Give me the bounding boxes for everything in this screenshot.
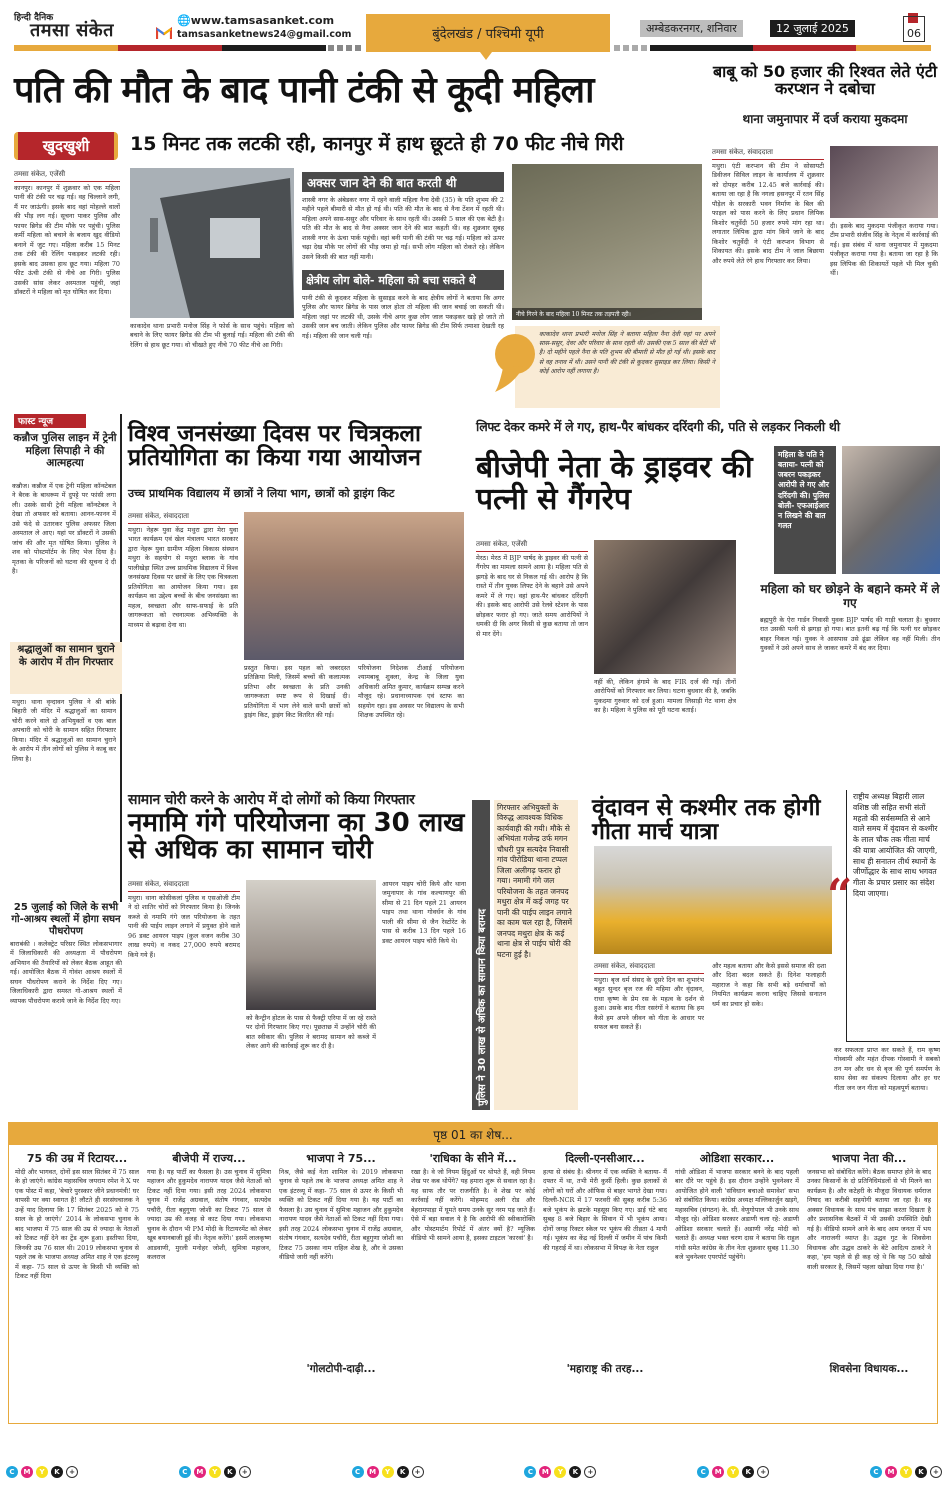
bjp-body: मेरठ। मेरठ में BJP पार्षद के ड्राइवर की पत्नी से गैंगरेप का मामला सामने आया है। महिला पति से झगड़े के बाद घर से निकल गई थी। आरोप है कि रास्ते में तीन युवक लिफ्ट देने के बहाने उसे अपने कमरे में ले गए। वहां हाथ-पैर बांधकर दरिंदगी की। इसके बाद आरोपी उसे रेलवे स्टेशन के पास छोड़कर फरार हो गए। जाते समय आरोपियों ने धमकी दी कि अगर किसी से कुछ बताया तो जान से मार देंगे। xyxy=(476,554,588,638)
continued-column xyxy=(411,1149,535,1415)
bjp-body-2: नहीं की, लेकिन हंगामे के बाद FIR दर्ज की गई। तीनों आरोपियों को गिरफ्तार कर लिया। घटना बुधवार की है, जबकि मुकदमा गुरुवार को दर्ज हुआ। मामला लिसाड़ी गेट थाना क्षेत्र का है। महिला ने पुलिस को पूरी घटना बताई। xyxy=(594,678,736,715)
gmail-icon xyxy=(156,27,172,39)
bjp-kicker: लिफ्ट देकर कमरे में ले गए, हाथ-पैर बांधकर दरिंदगी की, पति से लड़कर निकली थी xyxy=(476,419,840,434)
art-body-2: प्रस्तुत किया। इस पहल को जबरदस्त प्रतिक्रिया मिली, जिसमें बच्चों की कलात्मक प्रतिभा और स्वच्छता के प्रति उनकी जागरूकता स्पष्ट रूप से दिखाई दी। प्रतियोगिता में भाग लेने वाले सभी छात्रों को ड्राइंग किट, ड्राइंग किट वितरित की गई। xyxy=(244,664,350,720)
bribe-headline: बाबू को 50 हजार की रिश्वत लेते एंटी करप्शन ने दबोचा xyxy=(712,62,938,98)
art-photo xyxy=(244,512,464,660)
cmyk-dot-k: K xyxy=(397,1466,409,1478)
photo-caption: नीचे गिरने के बाद महिला 10 मिनट तक तड़पती रही। xyxy=(512,308,702,320)
bjp-sub-body: ब्रह्मपुरी के ऐरा गार्डन निवासी युवक BJP पार्षद की गाड़ी चलाता है। बुधवार रात उसकी पत्नी से झगड़ा हो गया। बात इतनी बढ़ गई कि पत्नी घर छोड़कर बाहर निकल गई। युवक ने आसपास उसे ढूंढा लेकिन वह नहीं मिली। तीन युवकों ने उसे अपने साथ ले जाकर कमरे में बंद कर दिया। xyxy=(760,616,940,653)
cmyk-mark-group xyxy=(524,1466,596,1478)
gita-byline: तमसा संकेत, संवाददाता xyxy=(594,962,704,974)
lead-photo-body: काकादेव थाना प्रभारी मनोज सिंह ने फोर्स के साथ पहुंचे। महिला को बचाने के लिए फायर ब्रिगेड की टीम भी बुलाई गई। महिला की टंकी की रेलिंग से हाथ छूट गया। वो चीखते हुए नीचे 70 फीट नीचे आ गिरी। xyxy=(130,322,294,349)
cmyk-dot-c: C xyxy=(179,1466,191,1478)
box1-title: अक्सर जान देने की बात करती थी xyxy=(302,172,504,192)
continued-column xyxy=(279,1149,403,1415)
cmyk-dot-m: M xyxy=(367,1466,379,1478)
cmyk-dot-k: K xyxy=(915,1466,927,1478)
lead-byline: तमसा संकेत, एजेंसी xyxy=(14,170,120,182)
continued-column-subtitle: 'महाराष्ट्र की तरह... xyxy=(566,1363,644,1375)
fast-news-body-3: बाराबंकी । कलेक्ट्रेट परिसर स्थित लोकसभागार में जिलाधिकारी की अध्यक्षता में पौधरोपण अभियान की तैयारियों को लेकर बैठक आहूत की गई। आयोजित बैठक में गोवंश आश्रय स्थलों में सघन पौधरोपण कराने के निर्देश दिए गए। जिलाधिकारी द्वारा समस्त गो-आश्रय स्थलों में व्यापक पौधरोपण कराये जाने के निर्देश दिए गए। xyxy=(10,940,122,1005)
cmyk-mark-group xyxy=(179,1466,251,1478)
continued-column-title: दिल्ली-एनसीआर... xyxy=(565,1152,645,1165)
crosshair-icon: + xyxy=(757,1466,769,1478)
registration-marks xyxy=(6,1466,942,1478)
tank-photo xyxy=(130,168,294,318)
continued-column-title: बीजेपी में राज्य... xyxy=(172,1152,246,1165)
crosshair-icon: + xyxy=(239,1466,251,1478)
theft-headline: नमामि गंगे परियोजना का 30 लाख से अधिक का सामान चोरी xyxy=(128,808,465,866)
cmyk-dot-m: M xyxy=(712,1466,724,1478)
theft-byline: तमसा संकेत, संवाददाता xyxy=(128,880,240,892)
gita-photo xyxy=(594,846,832,954)
continued-column-body: गांधी ओडिशा में भाजपा सरकार बनने के बाद पहली बार दौरे पर पहुंचे हैं। इस दौरान उन्होंने भुवनेश्वर में आयोजित होने वाली 'संविधान बचाओ समावेश' सभा को संबोधित किया। कांग्रेस अध्यक्ष मल्लिकार्जुन खड़गे, महासचिव (संगठन) के. सी. वेणुगोपाल भी उनके साथ मौजूद रहे। ओडिशा सरकार अडाणी चला रहे: अडाणी ओडिशा सरकार चलाते हैं। अडाणी नरेंद्र मोदी को चलाते हैं। अध्यक्ष भक्त चरण दास ने बताया कि राहुल गांधी समेत कांग्रेस के तीन नेता शुक्रवार सुबह 11.30 बजे भुवनेश्वर एयरपोर्ट पहुंचेंगे। xyxy=(675,1168,799,1262)
quote-text: काकादेव थाना प्रभारी मनोज सिंह ने बताया महिला नैना देवी यहां पर अपने सास-ससुर, देवर और परिवार के साथ रहती थी। उसकी एक 5 साल की बेटी भी है। दो महीने पहले नैना के पति शुभम की बीमारी से मौत हो गई थी। इसके बाद से वह तनाव में थी। उसने पानी की टंकी से कूदकर सुसाइड कर लिया। किसी ने कोई आरोप नहीं लगाया है। xyxy=(539,331,715,375)
cmyk-mark-group xyxy=(697,1466,769,1478)
continued-column-body: गया है। यह पार्टी का फैसला है। उस चुनाव में सुमित्रा महाजन और हुकुमदेव नारायण यादव जैसे नेताओं को टिकट नहीं दिया गया। इसी तरह 2024 लोकसभा चुनाव में राजेंद्र अग्रवाल, संतोष गंगवार, सत्यदेव पचौरी, रीता बहुगुणा जोशी का टिकट 75 साल से ज्यादा उम्र की वजह से काट दिया गया। लोकसभा चुनाव के दौरान भी PM मोदी के रिटायरमेंट को लेकर खूब बयानबाजी हुई थी। नेतृत्व करेंगे।' इसमें लालकृष्ण आडवाणी, मुरली मनोहर जोशी, सुमित्रा महाजन, कलराज xyxy=(147,1168,271,1262)
art-headline: विश्व जनसंख्या दिवस पर चित्रकला प्रतियोगिता का किया गया आयोजन xyxy=(128,421,421,472)
continued-column-body: हत्या से संबंध है। श्रीनगर में एक व्यक्ति ने बताया- मैं दफ्तर में था, तभी मेरी कुर्सी हिली। कुछ इलाकों से लोगों को घरों और ऑफिस से बाहर भागते देखा गया। दिल्ली-NCR में 17 फरवरी की सुबह करीब 5:36 बजे भूकंप के झटके महसूस किए गए। ढाई घंटे बाद सुबह 8 बजे बिहार के सिवान में भी भूकंप आया। दोनों जगह रिक्टर स्केल पर भूकंप की तीव्रता 4 मापी गई। भूकंप का केंद्र नई दिल्ली में जमीन में पांच किमी की गहराई में था। लोकसभा में विपक्ष के नेता राहुल xyxy=(543,1168,667,1252)
vertical-tag: पुलिस ने 30 लाख से अधिक का सामान किया बरामद xyxy=(477,908,488,1106)
bjp-byline: तमसा संकेत, एजेंसी xyxy=(476,540,588,552)
bjp-photo-center xyxy=(594,540,736,674)
crosshair-icon: + xyxy=(412,1466,424,1478)
region-pointer xyxy=(480,52,492,60)
section-tag: खुदखुशी xyxy=(14,132,118,160)
continued-column xyxy=(147,1149,271,1415)
gita-quote-box xyxy=(827,790,940,1042)
lead-headline: पति की मौत के बाद पानी टंकी से कूदी महिला xyxy=(14,70,594,111)
continued-column xyxy=(675,1149,799,1415)
quote-box xyxy=(515,326,720,408)
cmyk-dot-m: M xyxy=(194,1466,206,1478)
fast-news-title-2: श्रद्धालुओं का सामान चुराने के आरोप में तीन गिरफ्तार xyxy=(17,644,115,668)
gita-body-2: और महत्व बताया और कैसे इससे समाज की दशा और दिशा बदल सकते हैं। दिनेश फलाहारी महाराज ने कहा कि सभी बड़े धर्माचार्यों को नियमित कार्यक्रम करना चाहिए जिससे सनातन धर्म का प्रचार हो सके। xyxy=(712,962,826,1008)
art-byline: तमसा संकेत, संवाददाता xyxy=(128,512,238,524)
theft-kicker: सामान चोरी करने के आरोप में दो लोगों को किया गिरफ्तार xyxy=(128,792,415,808)
cmyk-dot-y: Y xyxy=(727,1466,739,1478)
vertical-tag-box xyxy=(472,800,490,1110)
email-link[interactable]: tamsasanketnews24@gmail.com xyxy=(177,29,352,40)
gita-headline: वृंदावन से कश्मीर तक होगी गीता मार्च यात्रा xyxy=(592,795,821,846)
continued-column-title: भाजपा नेता की... xyxy=(831,1152,907,1165)
theft-photo xyxy=(246,880,376,1010)
fast-news-title-1: कन्नौज पुलिस लाइन में ट्रेनी महिला सिपाही ने की आत्महत्या xyxy=(13,432,117,470)
brand-tagline: हिन्दी दैनिक xyxy=(14,13,54,23)
cmyk-mark-group xyxy=(870,1466,942,1478)
continued-columns xyxy=(9,1145,937,1419)
cmyk-dot-y: Y xyxy=(554,1466,566,1478)
continued-column-body: निश्र, जैसे कई नेता शामिल थे। 2019 लोकसभा चुनाव से पहले तब के भाजपा अध्यक्ष अमित शाह ने एक इंटरव्यू में कहा- 75 साल से ऊपर के किसी भी व्यक्ति को टिकट नहीं दिया गया है। यह पार्टी का फैसला है। उस चुनाव में सुमित्रा महाजन और हुकुमदेव नारायण यादव जैसे नेताओं को टिकट नहीं दिया गया। इसी तरह 2024 लोकसभा चुनाव में राजेंद्र अग्रवाल, संतोष गंगवार, सत्यदेव पचौरी, रीता बहुगुणा जोशी का टिकट 75 उसका नाम राहिल शेख है, और वे उसका वीडियो जारी नहीं करेंगे। xyxy=(279,1168,403,1262)
cmyk-dot-k: K xyxy=(569,1466,581,1478)
theft-side-box-text: गिरफ्तार अभियुक्तों के विरुद्ध आवश्यक विधिक कार्यवाही की गयी। मौके से अभियंता गजेन्द्र उर्फ मगन चौधरी पुत्र सत्यदेव निवासी गांव पीरोडिया थाना टप्पल जिला अलीगढ़ फरार हो गया। नमामी गंगे जल परियोजना के तहत जनपद मथुरा क्षेत्र में कई जगह पर पानी की पाईप लाइन लगाने का काम चल रहा है, जिसमें जनपद मथुरा क्षेत्र के कई थाना क्षेत्र से पाईप चोरी की घटना हुई है। xyxy=(497,803,573,959)
cmyk-dot-y: Y xyxy=(382,1466,394,1478)
stripe-red-right xyxy=(753,45,856,51)
masthead xyxy=(0,0,945,56)
bribe-photo xyxy=(830,146,938,218)
theft-side-box xyxy=(494,800,578,1110)
continued-section xyxy=(8,1122,938,1424)
continued-column-title: 75 की उम्र में रिटायर... xyxy=(26,1152,128,1165)
continued-column-title: 'राधिका के सीने में... xyxy=(429,1152,517,1165)
gita-body-3: कर सफलता प्राप्त कर सकते हैं, राम कृष्ण गोस्वामी और महंत दीपक गोस्वामी ने सबको तन मन और धन से बृज की पूर्ण समर्पण के साथ सेवा का संकल्प दिलाया और हर घर गीता जन जन गीता को महत्वपूर्ण बताया। xyxy=(834,1046,940,1092)
fast-news-body-2: मथुरा। थाना वृन्दावन पुलिस ने श्री बांके बिहारी जी मंदिर में श्रद्धालुओं का सामान चोरी करने वाले दो अभियुक्तों व एक बाल अपचारी को चोरी के सामान सहित गिरफ्तार किया। मंदिर में श्रद्धालुओं का सामान चुराने के आरोप में तीन लोगों को पुलिस ने काबू कर लिया है। xyxy=(12,698,116,763)
lead-subhead: 15 मिनट तक लटकी रही, कानपुर में हाथ छूटते ही 70 फीट नीचे गिरी xyxy=(130,133,624,155)
art-body-3: परियोजना निदेशक टीआई परियोजना श्यामबाबू शुक्ला, केन्द्र के जिला युवा अधिकारी अमित कुमार, कार्यक्रम सम्पन्न करने मौजूद रहे। प्रधानाध्यापक एवं स्टाफ का सहयोग रहा। इस अवसर पर विद्यालय के सभी शिक्षक उपस्थित रहे। xyxy=(358,664,464,720)
cmyk-mark-group xyxy=(6,1466,78,1478)
continued-column-body: जनसभा को संबोधित करेंगे। बैठक समाप्त होने के बाद उनका किसानों के दो प्रतिनिधिमंडलों से भी मिलने का कार्यक्रम है। और कटेहरी के मौजूदा विधायक धर्मराज निषाद का करीबी सहयोगी बताया जा रहा है। वह अक्सर विधायक के साथ मंच साझा करता दिखता है और प्रशासनिक बैठकों में भी उसकी उपस्थिति देखी गई है। वीडियो सामने आने के बाद आम जनता में भय और नाराजगी व्याप्त है। उद्धव गुट के शिवसेना विधायक और उद्धव ठाकरे के बेटे आदित्य ठाकरे ने कहा, 'हम पहले से ही कह रहे थे कि यह 50 खोखे वाली सरकार है, जिसमें पहला खोखा दिया गया है।' xyxy=(807,1168,931,1271)
gita-body: मथुरा। बृज धर्म संसद के दूसरे दिन का शुभारंभ बहुत सुन्दर बृज रज की महिमा और वृंदावन, राधा कृष्ण के प्रेम रस के महत्व के दर्शन से हुआ। उसके बाद गीता रसरंगों ने बताया कि हम कैसे हम अपने जीवन को गीता के आधार पर सफल बना सकते हैं। xyxy=(594,976,704,1032)
continued-banner: पृष्ठ 01 का शेष... xyxy=(9,1123,937,1145)
continued-column xyxy=(807,1149,931,1415)
bribe-subhead: थाना जमुनापार में दर्ज कराया मुकदमा xyxy=(742,112,908,126)
stripe-black-right xyxy=(650,45,753,51)
quote-mark-icon xyxy=(493,332,535,392)
crosshair-icon: + xyxy=(66,1466,78,1478)
continued-column xyxy=(15,1149,139,1415)
cmyk-dot-m: M xyxy=(21,1466,33,1478)
region-banner: बुंदेलखंड / पश्चिमी यूपी xyxy=(366,14,610,52)
cmyk-dot-k: K xyxy=(742,1466,754,1478)
bjp-headline: बीजेपी नेता के ड्राइवर की पत्नी से गैंगरेप xyxy=(476,450,753,517)
lead-body: कानपुर। कानपुर में शुक्रवार को एक महिला पानी की टंकी पर चढ़ गई। वह चिल्लाने लगी, मैं मर जाऊंगी। इसके बाद वहां मोहल्ले वालों की भीड़ लग गई। सूचना पाकर पुलिस और फायर ब्रिगेड की टीम मौके पर पहुंची। पुलिस कर्मी महिला को बचाने के बजाय खुद वीडियो बनाने में जुट गए। महिला करीब 15 मिनट तक टंकी की रेलिंग पकड़कर लटकी रही। इसके बाद उसका हाथ छूट गया। महिला 70 फीट ऊंची टंकी से नीचे आ गिरी। पुलिस उसकी सांस लेकर अस्पताल पहुंची, जहां डॉक्टरों ने महिला को मृत घोषित कर दिया। xyxy=(14,184,120,297)
cmyk-dot-c: C xyxy=(352,1466,364,1478)
bribe-body-2: दी। इसके बाद मुकदमा पंजीकृत कराया गया। टीम प्रभारी संजीव सिंह के नेतृत्व में कार्रवाई की गई। इस संबंध में थाना जमुनापार में मुकदमा पंजीकृत कराया गया है। बताया जा रहा है कि इस लिपिक की शिकायतें पहले भी मिल चुकी थीं। xyxy=(830,222,938,278)
theft-body-3: आयरन पाइप चोरी किये और थाना जमुनापार के गांव कल्याणपुर की सीमा से 21 दिन पहले 21 आयरन पाइप तथा थाना गोवर्धन के गांव पाली की सीमा से जैन रेस्टोरेंट के पास से करीब 13 दिन पहले 16 डक्ट आयरन पाइप चोरी किये थे। xyxy=(382,880,466,945)
crosshair-icon: + xyxy=(930,1466,942,1478)
cmyk-dot-y: Y xyxy=(36,1466,48,1478)
theft-body-2: को कैन्ट्रीन होटल के पास से फैक्ट्री एरिया में जा रहे रास्ते पर दोनों गिरफ्तार किए गए। पूछताछ में उन्होंने चोरी की बात स्वीकार की। पुलिस ने बरामद सामान को कब्जे में लेकर आगे की कार्रवाई शुरू कर दी है। xyxy=(246,1014,376,1051)
continued-column-body: रखा है। वे जो नियम हिंदुओं पर थोपते हैं, वही नियम शेख पर कब थोपेंगे? यह हमारा शुरू से सवाल रहा है। यह साफ तौर पर राजनीति है। वे शेख पर कोई कार्रवाई नहीं करेंगे। मोहम्मद अली रोड और बेहरामपाड़ा में घूमते समय उनके सुर नरम पड़ जाते हैं। ऐसे में बड़ा सवाल ये है कि आरोपी की स्वीकारोक्ति और पोस्टमार्टम रिपोर्ट में अंतर क्यों है? म्यूजिक वीडियो भी सामने आया है, इसका टाइटल 'कारवां' है। xyxy=(411,1168,535,1243)
box1-body: शास्त्री नगर के अंबेडकर नगर में रहने वाली महिला नैना देवी (35) के पति शुभम की 2 महीने पहले बीमारी से मौत हो गई थी। पति की मौत के बाद से नैना टेंशन में रहती थी। महिला अपने सास-ससुर और परिवार के साथ रहती थी। उसकी 5 साल की एक बेटी है। पति की मौत के बाद से नैना अक्सर जान देने की बात कहती थी। वह शुक्रवार सुबह शास्त्री नगर के ऊंचा पार्क पहुंची। वहां बनी पानी की टंकी पर चढ़ गई। महिला को ऊपर चढ़ा देख मौके पर लोगों की भीड़ जमा हो गई। सभी लोग महिला को रोकते रहे। लेकिन उसने किसी की बात नहीं मानी। xyxy=(302,196,504,261)
cmyk-dot-k: K xyxy=(51,1466,63,1478)
stripe-gold-right xyxy=(856,45,931,51)
bjp-sub-headline: महिला को घर छोड़ने के बहाने कमरे में ले गए xyxy=(760,582,940,611)
location-day: अम्बेडकरनगर, शनिवार xyxy=(640,20,743,37)
crosshair-icon: + xyxy=(584,1466,596,1478)
cmyk-dot-m: M xyxy=(885,1466,897,1478)
cmyk-dot-y: Y xyxy=(900,1466,912,1478)
theft-body: मथुरा। थाना कोसीकलां पुलिस व एसओजी टीम ने दो शातिर चोरों को गिरफ्तार किया है। जिनके कब्जे से नमामि गंगे जल परियोजना के तहत पानी की पाईप लाइन लगाने में प्रयुक्त होने वाले 96 डक्ट आयरन पाइप (कुल वजन करीब 30 लाख रुपये) व नकद 27,000 रुपये बरामद किये गये हैं। xyxy=(128,894,240,959)
bjp-photo-right xyxy=(842,446,940,574)
cmyk-mark-group xyxy=(352,1466,424,1478)
stripe-red xyxy=(118,45,222,51)
stripe-dots-right xyxy=(614,45,648,51)
fast-news-title-box-2 xyxy=(10,642,122,694)
stripe-dots xyxy=(328,45,362,51)
art-body: मथुरा। नेहरू युवा केंद्र मथुरा द्वारा मेरा युवा भारत कार्यक्रम एवं खेल मंत्रालय भारत सरकार द्वारा नेहरू युवा ग्रामीण महिला विकास संस्थान मथुरा के सहयोग से मथुरा ब्लाक के गांव पालीखेड़ा स्थित उच्च प्राथमिक विद्यालय में विश्व जनसंख्या दिवस पर छात्रों के लिए एक चित्रकला प्रतियोगिता का आयोजन किया गया। इस कार्यक्रम का उद्देश्य बच्चों के बीच जनसंख्या का महत्व, स्वच्छता और साफ-सफाई के प्रति जागरूकता को रचनात्मक अभिव्यक्ति के माध्यम से बढ़ावा देना था। xyxy=(128,526,238,629)
tank-structure-illustration xyxy=(130,168,294,318)
cmyk-dot-c: C xyxy=(6,1466,18,1478)
gita-quote-text: राष्ट्रीय अध्यक्ष बिहारी लाल वशिष्ठ जी सहित सभी संतों महतो की सर्वसम्मति से आने वाले समय में वृंदावन से कश्मीर के लाल चौक तक गीता मार्च की यात्रा आयोजित की जाएगी, साथ ही सनातन तीर्थ स्थानों के जीर्णोद्धार के साथ साथ भगवत गीता के प्रचार प्रसार का संदेश दिया जाएगा। xyxy=(853,792,938,899)
cmyk-dot-y: Y xyxy=(209,1466,221,1478)
bribe-byline: तमसा संकेत, संवाददाता xyxy=(712,148,824,160)
box2-title: क्षेत्रीय लोग बोले- महिला को बचा सकते थे xyxy=(302,270,504,290)
brand-logo: तमसा संकेत xyxy=(30,20,114,41)
continued-column-title: ओडिशा सरकार... xyxy=(699,1152,775,1165)
continued-column-body: मोदी और भागवत, दोनों इस साल सितंबर में 75 साल के हो जाएंगे। कांग्रेस महासचिव जयराम रमेश ने X पर एक पोस्ट में कहा, 'बेचारे पुरस्कार जीने प्रधानमंत्री! घर वापसी पर क्या स्वागत है! लौटते ही सरसंघचालक ने उन्हें याद दिलाया कि 17 सितंबर 2025 को वे 75 साल के हो जाएंगे।' 2014 के लोकसभा चुनाव के बाद भाजपा में 75 साल की उम्र से ज्यादा के नेताओं को टिकट नहीं देने का ट्रेंड शुरू हुआ। इस्तीफा दिया, जिनकी उम्र 76 साल थी। 2019 लोकसभा चुनाव से पहले तब के भाजपा अध्यक्ष अमित शाह ने एक इंटरव्यू में कहा- 75 साल से ऊपर के किसी भी व्यक्ति को टिकट नहीं दिया xyxy=(15,1168,139,1281)
cmyk-dot-k: K xyxy=(224,1466,236,1478)
fast-news-label: फास्ट न्यूज xyxy=(14,414,86,428)
website-link[interactable]: 🌐www.tamsasanket.com xyxy=(177,14,335,27)
box2-body: पानी टंकी से कूदकर महिला के सुसाइड करने के बाद क्षेत्रीय लोगों ने बताया कि अगर पुलिस और फायर ब्रिगेड के पास जाल होता तो महिला की जान बचाई जा सकती थी। महिला जहां पर लटकी थी, उसके नीचे अगर कुछ लोग जाल पकड़कर खड़े हो जाते तो उसकी जान बच जाती। लेकिन पुलिस और फायर ब्रिगेड की टीम सिर्फ तमाशा देखती रह गई। महिला की जान चली गई। xyxy=(302,294,504,340)
art-subhead: उच्च प्राथमिक विद्यालय में छात्रों ने लिया भाग, छात्रों को ड्राइंग किट xyxy=(128,487,395,500)
fast-news-item-3 xyxy=(10,902,122,1090)
cmyk-dot-c: C xyxy=(870,1466,882,1478)
fast-news-column xyxy=(10,414,122,902)
continued-column-subtitle: 'गोलटोपी-दाढ़ी... xyxy=(306,1363,376,1375)
continued-column xyxy=(543,1149,667,1415)
edition-date: 12 जुलाई 2025 xyxy=(770,20,855,37)
page-number: 06 xyxy=(903,16,925,42)
continued-column-title: भाजपा ने 75... xyxy=(306,1152,376,1165)
bjp-sidebar-text: महिला के पति ने बताया- पत्नी को जबरन पकड़कर आरोपी ले गए और दरिंदगी की। पुलिस बोली- एफआईआर न लिखने की बात गलत xyxy=(774,446,836,574)
fast-news-body-1: कन्नौज। कन्नौज में एक ट्रेनी महिला कॉन्स्टेबल ने बैरक के बाथरूम में दुपट्टे पर फांसी लगा ली। उसके साथी ट्रेनी महिला कॉन्स्टेबल ने देखा तो अफसर को बताया। आनन-फानन में उसे फंदे से उतारकर पुलिस अफसर जिला अस्पताल ले आए। यहां पर डॉक्टरों ने उसकी जांच की और मृत घोषित किया। पुलिस ने शव को पोस्टमॉर्टम के लिए भेज दिया है। मृतका के परिजनों को घटना की सूचना दे दी है। xyxy=(12,482,116,576)
bribe-body: मथुरा। एंटी करप्शन की टीम ने सोसायटी डिवीजन सिविल लाइन के कार्यालय में शुक्रवार को दोपहर करीब 12.45 बजे कार्रवाई की। बताया जा रहा है कि नगला हसनपुर में रतन सिंह पौड़ेल के सरकारी भवन निर्माण के बिल की फाइल को पास करने के लिए प्रधान लिपिक किशोर चतुर्वेदी 50 हजार रुपये मांग रहा था। लगातार लिपिक द्वारा मांग किये जाने के बाद किशोर चतुर्वेदी ने एंटी करप्शन विभाग से शिकायत की। इसके बाद टीम ने जाल बिछाया और रुपये लेते रंगे हाथ गिरफ्तार कर लिया। xyxy=(712,162,824,265)
fast-news-title-3: 25 जुलाई को जिले के सभी गो-आश्रय स्थलों में होगा सघन पौधरोपण xyxy=(11,902,121,937)
cmyk-dot-c: C xyxy=(697,1466,709,1478)
victim-photo xyxy=(512,164,702,320)
stripe-gold xyxy=(14,45,118,51)
continued-column-subtitle: शिवसेना विधायक... xyxy=(829,1363,909,1375)
cmyk-dot-m: M xyxy=(539,1466,551,1478)
globe-icon: 🌐 xyxy=(177,14,191,27)
stripe-black xyxy=(222,45,326,51)
cmyk-dot-c: C xyxy=(524,1466,536,1478)
quote-mark-icon: “ xyxy=(827,870,853,921)
